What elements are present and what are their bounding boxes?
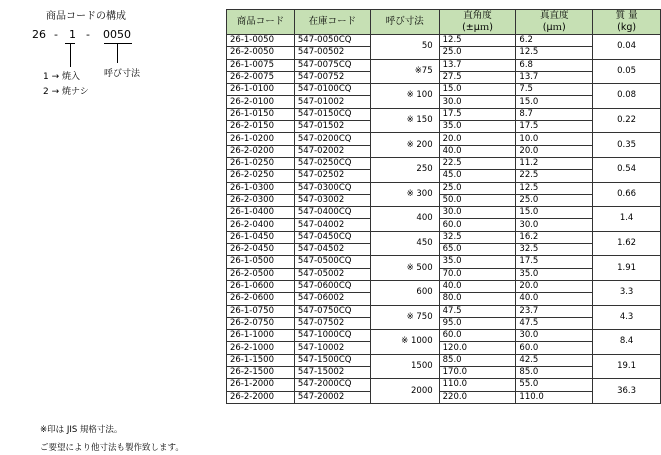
straightness-cell: 16.2	[516, 231, 593, 243]
stock-code-cell: 547-06002	[294, 293, 370, 305]
product-code-cell: 26-2-0050	[227, 47, 295, 59]
nominal-size-cell: 50	[370, 35, 439, 60]
straightness-cell: 42.5	[516, 354, 593, 366]
product-code-cell: 26-2-1000	[227, 342, 295, 354]
table-row	[227, 182, 661, 194]
perpendicularity-cell: 95.0	[439, 317, 516, 329]
product-code-cell: 26-2-0200	[227, 145, 295, 157]
table-row	[227, 231, 661, 243]
product-code-cell: 26-1-0100	[227, 84, 295, 96]
header-perpendicularity-unit: (±μｍ)	[462, 22, 493, 33]
straightness-cell: 10.0	[516, 133, 593, 145]
product-code-cell: 26-1-0200	[227, 133, 295, 145]
nominal-size-cell: 600	[370, 280, 439, 305]
header-perpendicularity-label: 直角度	[463, 10, 492, 21]
nominal-size-cell: 2000	[370, 379, 439, 404]
stock-code-cell: 547-0600CQ	[294, 280, 370, 292]
straightness-cell: 47.5	[516, 317, 593, 329]
stock-code-cell: 547-00752	[294, 71, 370, 83]
product-code-cell: 26-2-0075	[227, 71, 295, 83]
weight-cell: 3.3	[593, 280, 661, 305]
nominal-size-cell: 450	[370, 231, 439, 256]
code-dash-1: -	[54, 28, 58, 41]
table-row	[227, 133, 661, 145]
perpendicularity-cell: 40.0	[439, 280, 516, 292]
note-jis: ※印は JIS 規格寸法。	[40, 425, 123, 435]
perpendicularity-cell: 170.0	[439, 367, 516, 379]
straightness-cell: 17.5	[516, 256, 593, 268]
nominal-size-cell: 250	[370, 157, 439, 182]
straightness-cell: 12.5	[516, 47, 593, 59]
stock-code-cell: 547-04002	[294, 219, 370, 231]
perpendicularity-cell: 15.0	[439, 84, 516, 96]
perpendicularity-cell: 30.0	[439, 207, 516, 219]
straightness-cell: 85.0	[516, 367, 593, 379]
table-row	[227, 330, 661, 342]
stock-code-cell: 547-0100CQ	[294, 84, 370, 96]
product-code-cell: 26-2-0750	[227, 317, 295, 329]
stock-code-cell: 547-0250CQ	[294, 157, 370, 169]
stock-code-cell: 547-0500CQ	[294, 256, 370, 268]
stock-code-cell: 547-0750CQ	[294, 305, 370, 317]
weight-cell: 0.66	[593, 182, 661, 207]
stock-code-cell: 547-0200CQ	[294, 133, 370, 145]
nominal-size-cell: ※ 1000	[370, 330, 439, 355]
table-row	[227, 305, 661, 317]
weight-cell: 19.1	[593, 354, 661, 379]
header-row	[227, 10, 661, 35]
nominal-size-cell: ※ 750	[370, 305, 439, 330]
table-row	[227, 379, 661, 391]
straightness-cell: 17.5	[516, 121, 593, 133]
product-code-cell: 26-1-0450	[227, 231, 295, 243]
stock-code-cell: 547-03002	[294, 194, 370, 206]
size-connector	[117, 43, 118, 63]
type-connector	[70, 43, 71, 67]
code-dash-2: -	[86, 28, 90, 41]
nominal-size-cell: ※ 500	[370, 256, 439, 281]
nominal-size-cell: 1500	[370, 354, 439, 379]
product-code-cell: 26-2-0150	[227, 121, 295, 133]
code-prefix: 26	[32, 28, 46, 41]
stock-code-cell: 547-10002	[294, 342, 370, 354]
table-row	[227, 354, 661, 366]
perpendicularity-cell: 25.0	[439, 47, 516, 59]
straightness-cell: 22.5	[516, 170, 593, 182]
weight-cell: 0.54	[593, 157, 661, 182]
table-row	[227, 108, 661, 120]
table-row	[227, 35, 661, 47]
product-code-cell: 26-1-0750	[227, 305, 295, 317]
perpendicularity-cell: 13.7	[439, 59, 516, 71]
straightness-cell: 60.0	[516, 342, 593, 354]
header-straightness-unit: (μｍ)	[542, 22, 566, 33]
nominal-size-cell: ※ 200	[370, 133, 439, 158]
perpendicularity-cell: 12.5	[439, 35, 516, 47]
nominal-size-cell: ※ 100	[370, 84, 439, 109]
straightness-cell: 32.5	[516, 244, 593, 256]
product-code-cell: 26-1-0500	[227, 256, 295, 268]
weight-cell: 1.4	[593, 207, 661, 232]
straightness-cell: 15.0	[516, 96, 593, 108]
straightness-cell: 20.0	[516, 145, 593, 157]
perpendicularity-cell: 35.0	[439, 256, 516, 268]
weight-cell: 8.4	[593, 330, 661, 355]
stock-code-cell: 547-05002	[294, 268, 370, 280]
straightness-cell: 40.0	[516, 293, 593, 305]
perpendicularity-cell: 35.0	[439, 121, 516, 133]
product-code-cell: 26-2-2000	[227, 391, 295, 403]
perpendicularity-cell: 20.0	[439, 133, 516, 145]
straightness-cell: 55.0	[516, 379, 593, 391]
perpendicularity-cell: 40.0	[439, 145, 516, 157]
stock-code-cell: 547-02002	[294, 145, 370, 157]
straightness-cell: 35.0	[516, 268, 593, 280]
weight-cell: 0.08	[593, 84, 661, 109]
option-unhardened: 2 → 焼ナシ	[43, 87, 89, 97]
nominal-size-cell: ※ 300	[370, 182, 439, 207]
product-code-cell: 26-2-0600	[227, 293, 295, 305]
legend-title: 商品コードの構成	[46, 11, 126, 22]
weight-cell: 0.22	[593, 108, 661, 133]
product-code-cell: 26-2-0500	[227, 268, 295, 280]
straightness-cell: 15.0	[516, 207, 593, 219]
straightness-cell: 7.5	[516, 84, 593, 96]
size-label: 呼び寸法	[104, 69, 141, 79]
perpendicularity-cell: 47.5	[439, 305, 516, 317]
stock-code-cell: 547-15002	[294, 367, 370, 379]
perpendicularity-cell: 220.0	[439, 391, 516, 403]
header-nominal-size: 呼び寸法	[370, 10, 439, 35]
product-code-cell: 26-1-0300	[227, 182, 295, 194]
perpendicularity-cell: 110.0	[439, 379, 516, 391]
note-custom: ご要望により他寸法も製作致します。	[40, 443, 184, 453]
perpendicularity-cell: 120.0	[439, 342, 516, 354]
table-row	[227, 256, 661, 268]
straightness-cell: 13.7	[516, 71, 593, 83]
header-straightness	[516, 10, 593, 35]
weight-cell: 0.05	[593, 59, 661, 84]
stock-code-cell: 547-04502	[294, 244, 370, 256]
stock-code-cell: 547-0400CQ	[294, 207, 370, 219]
header-weight-label: 質 量	[615, 10, 638, 21]
product-code-cell: 26-1-2000	[227, 379, 295, 391]
stock-code-cell: 547-0075CQ	[294, 59, 370, 71]
header-stock-code: 在庫コード	[294, 10, 370, 35]
straightness-cell: 30.0	[516, 219, 593, 231]
stock-code-cell: 547-2000CQ	[294, 379, 370, 391]
weight-cell: 1.91	[593, 256, 661, 281]
product-code-cell: 26-1-0150	[227, 108, 295, 120]
stock-code-cell: 547-1500CQ	[294, 354, 370, 366]
perpendicularity-cell: 17.5	[439, 108, 516, 120]
weight-cell: 0.35	[593, 133, 661, 158]
stock-code-cell: 547-02502	[294, 170, 370, 182]
header-straightness-label: 真直度	[540, 10, 569, 21]
spec-table	[226, 9, 661, 404]
product-code-cell: 26-1-1500	[227, 354, 295, 366]
product-code-cell: 26-1-0250	[227, 157, 295, 169]
perpendicularity-cell: 32.5	[439, 231, 516, 243]
weight-cell: 4.3	[593, 305, 661, 330]
product-code-cell: 26-2-0450	[227, 244, 295, 256]
nominal-size-cell: ※75	[370, 59, 439, 84]
stock-code-cell: 547-01002	[294, 96, 370, 108]
perpendicularity-cell: 65.0	[439, 244, 516, 256]
table-row	[227, 157, 661, 169]
straightness-cell: 6.2	[516, 35, 593, 47]
perpendicularity-cell: 70.0	[439, 268, 516, 280]
table-row	[227, 84, 661, 96]
straightness-cell: 23.7	[516, 305, 593, 317]
perpendicularity-cell: 45.0	[439, 170, 516, 182]
product-code-cell: 26-1-0050	[227, 35, 295, 47]
straightness-cell: 25.0	[516, 194, 593, 206]
straightness-cell: 20.0	[516, 280, 593, 292]
weight-cell: 36.3	[593, 379, 661, 404]
header-perpendicularity	[439, 10, 516, 35]
product-code-cell: 26-2-0400	[227, 219, 295, 231]
stock-code-cell: 547-0300CQ	[294, 182, 370, 194]
header-weight-unit: (kg)	[617, 22, 637, 33]
stock-code-cell: 547-07502	[294, 317, 370, 329]
product-code-cell: 26-1-0075	[227, 59, 295, 71]
nominal-size-cell: 400	[370, 207, 439, 232]
perpendicularity-cell: 27.5	[439, 71, 516, 83]
straightness-cell: 11.2	[516, 157, 593, 169]
code-type-digit: 1	[69, 28, 76, 41]
perpendicularity-cell: 80.0	[439, 293, 516, 305]
perpendicularity-cell: 60.0	[439, 219, 516, 231]
product-code-cell: 26-1-1000	[227, 330, 295, 342]
nominal-size-cell: ※ 150	[370, 108, 439, 133]
option-hardened: 1 → 焼入	[43, 72, 80, 82]
table-row	[227, 207, 661, 219]
stock-code-cell: 547-01502	[294, 121, 370, 133]
perpendicularity-cell: 30.0	[439, 96, 516, 108]
product-code-cell: 26-2-0300	[227, 194, 295, 206]
header-weight	[593, 10, 661, 35]
stock-code-cell: 547-1000CQ	[294, 330, 370, 342]
table-row	[227, 280, 661, 292]
stock-code-cell: 547-20002	[294, 391, 370, 403]
stock-code-cell: 547-0150CQ	[294, 108, 370, 120]
product-code-cell: 26-2-0100	[227, 96, 295, 108]
product-code-cell: 26-2-1500	[227, 367, 295, 379]
table-row	[227, 59, 661, 71]
weight-cell: 0.04	[593, 35, 661, 60]
straightness-cell: 8.7	[516, 108, 593, 120]
header-product-code: 商品コード	[227, 10, 295, 35]
perpendicularity-cell: 25.0	[439, 182, 516, 194]
stock-code-cell: 547-0450CQ	[294, 231, 370, 243]
straightness-cell: 6.8	[516, 59, 593, 71]
stock-code-cell: 547-0050CQ	[294, 35, 370, 47]
size-bracket	[104, 43, 132, 44]
spec-table-body	[227, 35, 661, 404]
perpendicularity-cell: 22.5	[439, 157, 516, 169]
code-structure-legend	[0, 0, 225, 455]
straightness-cell: 12.5	[516, 182, 593, 194]
product-code-cell: 26-1-0400	[227, 207, 295, 219]
stock-code-cell: 547-00502	[294, 47, 370, 59]
product-code-cell: 26-2-0250	[227, 170, 295, 182]
straightness-cell: 110.0	[516, 391, 593, 403]
code-size-digits: 0050	[103, 28, 131, 41]
product-code-cell: 26-1-0600	[227, 280, 295, 292]
perpendicularity-cell: 85.0	[439, 354, 516, 366]
weight-cell: 1.62	[593, 231, 661, 256]
perpendicularity-cell: 50.0	[439, 194, 516, 206]
perpendicularity-cell: 60.0	[439, 330, 516, 342]
straightness-cell: 30.0	[516, 330, 593, 342]
